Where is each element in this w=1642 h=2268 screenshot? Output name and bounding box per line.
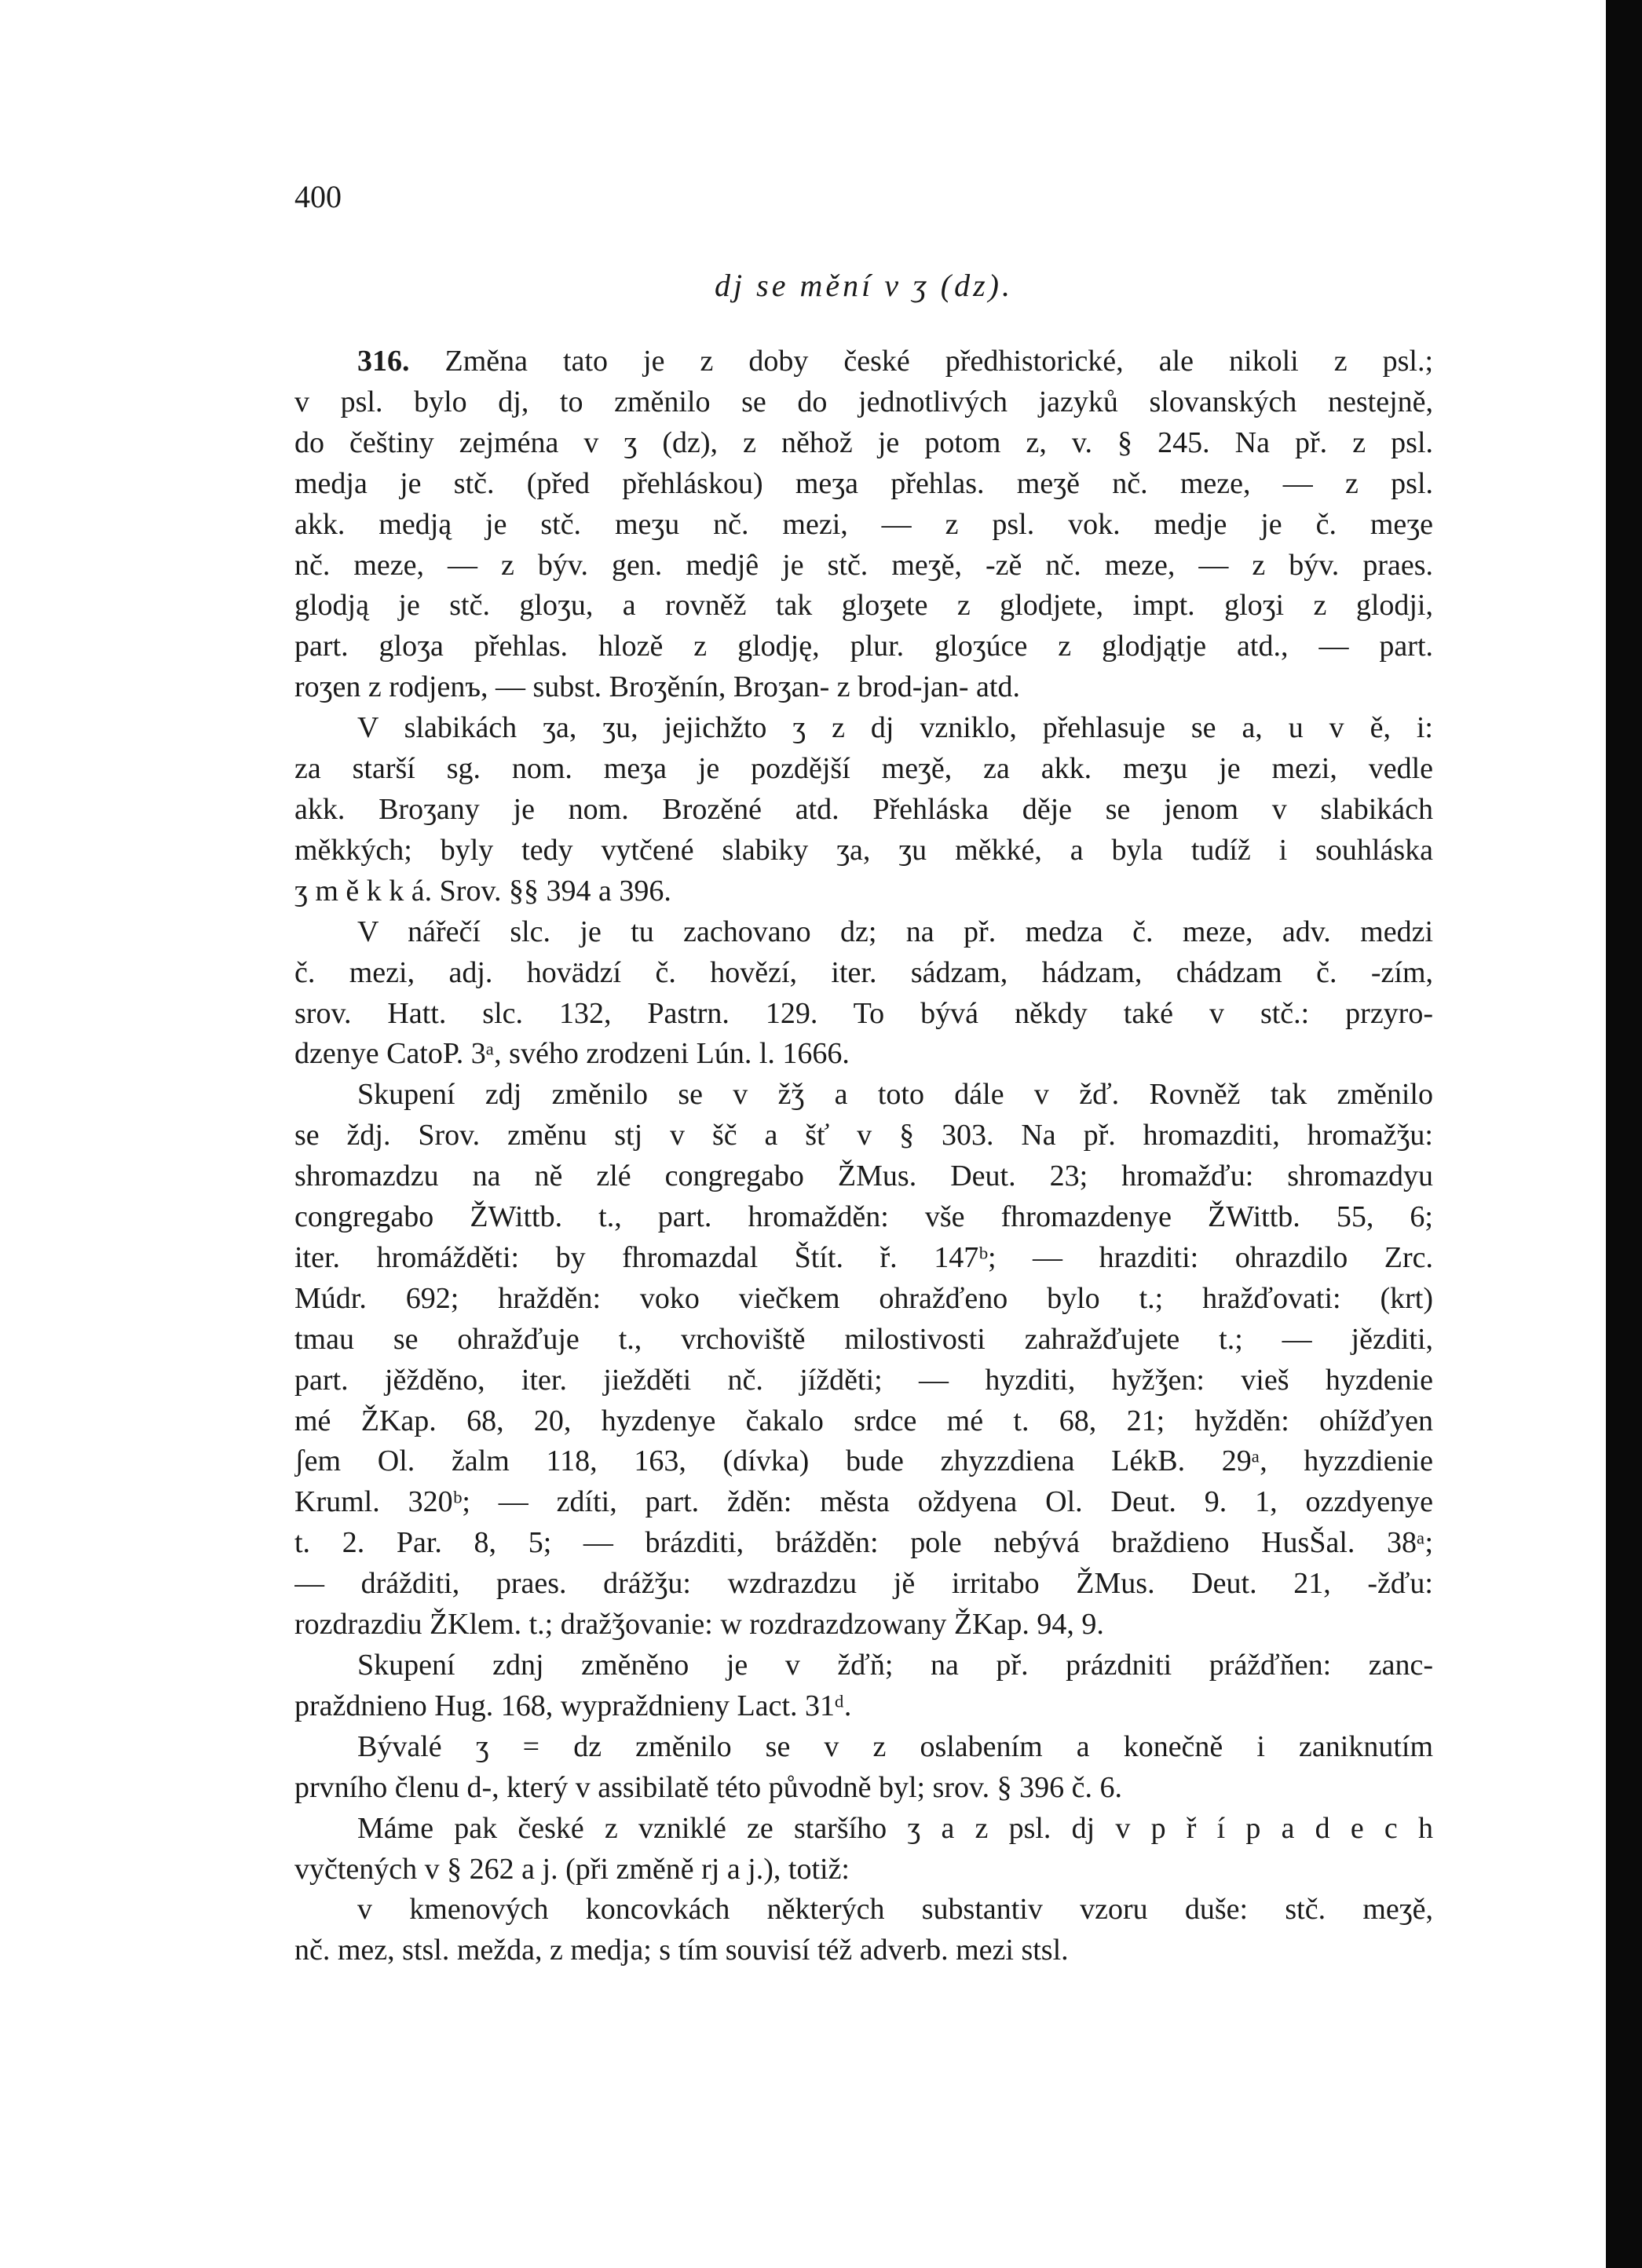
text-line: congregabo ŽWittb. t., part. hromažděn: vše fhromazdenye ŽWittb. 55, 6; [294, 1200, 1433, 1234]
text-line: t. 2. Par. 8, 5; — brázditi, brážděn: pole nebývá braždieno HusŠal. 38ᵃ; [294, 1526, 1433, 1560]
text-line: tmau se ohražďuje t., vrchoviště milostivosti zahražďujete t.; — jězditi, [294, 1322, 1433, 1356]
text-line: č. mezi, adj. hovädzí č. hovězí, iter. sádzam, hádzam, chádzam č. -zím, [294, 955, 1433, 989]
text-line: měkkých; byly tedy vytčené slabiky ʒa, ʒu měkké, a byla tudíž i souhláska [294, 833, 1433, 867]
page-number: 400 [294, 179, 342, 214]
text-line: V nářečí slc. je tu zachovano dz; na př. medza č. meze, adv. medzi [357, 915, 1433, 948]
line-text: Změna tato je z doby české předhistorické, ale nikoli z psl.; [409, 345, 1433, 378]
paragraph-p4 [294, 1075, 1433, 1645]
text-line: dzenye CatoP. 3ᵃ, svého zrodzeni Lún. l. 1666. [294, 1037, 850, 1071]
text-line: akk. Broʒany je nom. Brozěné atd. Přehláska děje se jenom v slabikách [294, 792, 1433, 826]
text-line: vyčtených v § 262 a j. (při změně rj a j.), totiž: [294, 1852, 850, 1886]
text-line: v kmenových koncovkách některých substantiv vzoru duše: stč. meʒě, [357, 1893, 1433, 1927]
text-line: v psl. bylo dj, to změnilo se do jednotlivých jazyků slovanských nestejně, [294, 385, 1433, 418]
text-line: za starší sg. nom. meʒa je pozdější meʒě, za akk. meʒu je mezi, vedle [294, 752, 1433, 786]
text-line: nč. mez, stsl. mežda, z medja; s tím souvisí též adverb. mezi stsl. [294, 1934, 1069, 1967]
text-line: iter. hromážděti: by fhromazdal Štít. ř. 147ᵇ; — hrazditi: ohrazdilo Zrc. [294, 1240, 1433, 1274]
text-line: Bývalé ʒ = dz změnilo se v z oslabením a konečně i zaniknutím [357, 1729, 1433, 1763]
text-line: se ždj. Srov. změnu stj v šč a šť v § 303. Na př. hromazditi, hromažǯu: [294, 1119, 1433, 1152]
paragraph-p3 [294, 912, 1433, 1076]
text-line: V slabikách ʒa, ʒu, jejichžto ʒ z dj vzniklo, přehlasuje se a, u v ě, i: [357, 711, 1433, 745]
text-line: praždnieno Hug. 168, wypraždnieny Lact. 31ᵈ. [294, 1689, 852, 1722]
paragraph-p8 [294, 1890, 1433, 1971]
text-line: — drážditi, praes. drážǯu: wzdrazdzu jě irritabo ŽMus. Deut. 21, -žďu: [294, 1567, 1433, 1601]
running-head: dj se mění v ʒ (dz). [715, 268, 1013, 303]
text-line: rozdrazdiu ŽKlem. t.; dražǯovanie: w rozdrazdzowany ŽKap. 94, 9. [294, 1608, 1104, 1642]
body-text [294, 341, 1433, 1971]
text-line: Máme pak české z vzniklé ze staršího ʒ a z psl. dj v p ř í p a d e c h [357, 1811, 1433, 1845]
paragraph-p7 [294, 1809, 1433, 1890]
paragraph-p5 [294, 1645, 1433, 1727]
text-line: mé ŽKap. 68, 20, hyzdenye čakalo srdce mé t. 68, 21; hyžděn: ohížďyen [294, 1404, 1433, 1437]
text-line: akk. medją je stč. meʒu nč. mezi, — z psl. vok. medje je č. meʒe [294, 507, 1433, 541]
text-line: glodją je stč. gloʒu, a rovněž tak gloʒete z glodjete, impt. gloʒi z glodji, [294, 589, 1433, 623]
text-line: prvního členu d-, který v assibilatě této původně byl; srov. § 396 č. 6. [294, 1770, 1122, 1804]
text-line: ʒ m ě k k á. Srov. §§ 394 a 396. [294, 874, 671, 908]
text-line: roʒen z rodjenъ, — subst. Broʒěnín, Broʒan- z brod-jan- atd. [294, 670, 1020, 704]
text-line: part. gloʒa přehlas. hlozě z glodję, plur. gloʒúce z glodjątje atd., — part. [294, 630, 1433, 663]
text-line: do češtiny zejména v ʒ (dz), z něhož je potom z, v. § 245. Na př. z psl. [294, 425, 1433, 459]
text-line: part. jěžděno, iter. jiežděti nč. jížděti; — hyzditi, hyžǯen: vieš hyzdenie [294, 1363, 1433, 1397]
text-line: Múdr. 692; hražděn: voko viečkem ohražďeno bylo t.; hražďovati: (krt) [294, 1281, 1433, 1315]
scan-edge-band [1606, 0, 1642, 2268]
paragraph-p6 [294, 1727, 1433, 1809]
text-line: srov. Hatt. slc. 132, Pastrn. 129. To bývá někdy také v stč.: przyro- [294, 996, 1433, 1030]
paragraph-p1 [294, 341, 1433, 708]
text-line: Skupení zdnj změněno je v žďň; na př. prázdniti prážďňen: zanc- [357, 1649, 1433, 1682]
text-line: ʃem Ol. žalm 118, 163, (dívka) bude zhyzzdiena LékB. 29ᵃ, hyzzdienie [294, 1444, 1433, 1478]
section-number: 316. [357, 345, 410, 378]
text-line [294, 341, 1433, 382]
paragraph-p2 [294, 708, 1433, 912]
text-line: shromazdzu na ně zlé congregabo ŽMus. Deut. 23; hromažďu: shromazdyu [294, 1160, 1433, 1193]
text-line: Skupení zdj změnilo se v žǯ a toto dále v žď. Rovněž tak změnilo [357, 1078, 1433, 1112]
text-line: Kruml. 320ᵇ; — zdíti, part. žděn: města oždyena Ol. Deut. 9. 1, ozzdyenye [294, 1485, 1433, 1519]
text-line: medja je stč. (před přehláskou) meʒa přehlas. meʒě nč. meze, — z psl. [294, 466, 1433, 500]
text-line: nč. meze, — z býv. gen. medjê je stč. meʒě, -zě nč. meze, — z býv. praes. [294, 548, 1433, 582]
